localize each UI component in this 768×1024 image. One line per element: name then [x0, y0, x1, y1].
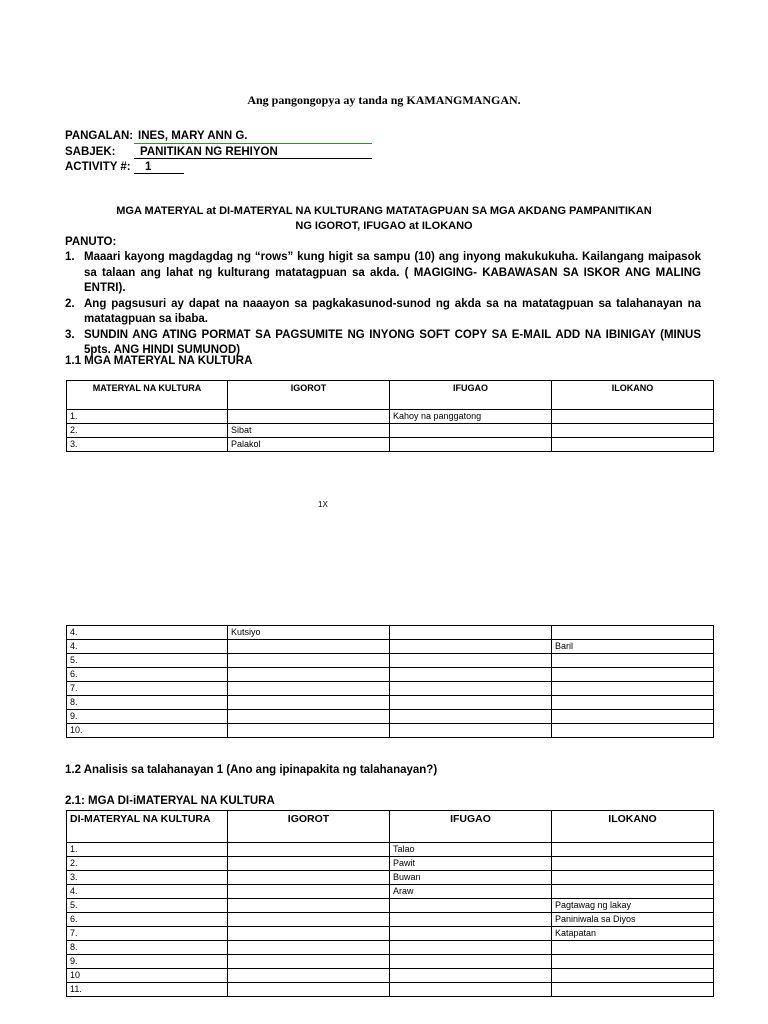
table-header-row: [67, 381, 714, 410]
page-marker: 1X: [318, 500, 328, 509]
instruction-item: 3. SUNDIN ANG ATING PORMAT SA PAGSUMITE NG INYONG SOFT COPY SA E-MAIL ADD NA IBINIGAY (MINUS 5pts. ANG HINDI SUMUNOD): [65, 328, 701, 356]
table-row: 1. Talao: [67, 843, 714, 857]
activity-label: ACTIVITY #:: [65, 161, 131, 173]
table-row: 7.: [67, 682, 714, 696]
table-row: 4. Kutsiyo: [67, 626, 714, 640]
instructions-list: [65, 250, 701, 359]
analysis-title: 1.2 Analisis sa talahanayan 1 (Ano ang ipinapakita ng talahanayan?): [65, 764, 438, 776]
subject-field: [65, 146, 278, 158]
table-row: 6.: [67, 668, 714, 682]
activity-field: [65, 161, 152, 173]
activity-underline: [134, 173, 184, 174]
heading-line-1: MGA MATERYAL at DI-MATERYAL NA KULTURANG MATATAGPUAN SA MGA AKDANG PAMPANITIKAN: [116, 205, 652, 217]
subject-underline: [134, 158, 372, 159]
col-header-ilokano: ILOKANO: [552, 381, 714, 410]
table-row: 10.: [67, 724, 714, 738]
table-row: 4. Baril: [67, 640, 714, 654]
subject-value: PANITIKAN NG REHIYON: [140, 146, 278, 158]
subject-label: SABJEK:: [65, 146, 116, 158]
activity-value: 1: [145, 161, 152, 173]
instructions-label: PANUTO:: [65, 236, 117, 248]
table-row: 2. Pawit: [67, 857, 714, 871]
section2-title: 2.1: MGA DI-iMATERYAL NA KULTURA: [65, 795, 275, 807]
instruction-item: 1. Maaari kayong magdagdag ng “rows” kung higit sa sampu (10) ang inyong makukukuha. Kailangang maipasok sa talaan ang lahat ng kulturang matatagpuan sa akda. ( MAGIGING- KABAWASAN SA ISKOR ANG MALING ENTRI).: [65, 251, 701, 294]
material-table-top: [66, 380, 714, 452]
section1-title: 1.1 MGA MATERYAL NA KULTURA: [65, 355, 253, 367]
col-header-ifugao: IFUGAO: [390, 811, 552, 843]
table-row: 10: [67, 969, 714, 983]
col-header-material: MATERYAL NA KULTURA: [67, 381, 228, 410]
table-row: 5. Pagtawag ng lakay: [67, 899, 714, 913]
table-row: 4. Araw: [67, 885, 714, 899]
name-value: INES, MARY ANN G.: [138, 130, 248, 142]
table-row: 8.: [67, 941, 714, 955]
col-header-ifugao: IFUGAO: [390, 381, 552, 410]
instruction-item: 2. Ang pagsusuri ay dapat na naaayon sa pagkakasunod-sunod ng akda sa na matatagpuan sa talahanayan na matatagpuan sa ibaba.: [65, 297, 701, 325]
col-header-ilokano: ILOKANO: [552, 811, 714, 843]
table-row: 6. Paniniwala sa Diyos: [67, 913, 714, 927]
table-header-row: [67, 811, 714, 843]
table-row: 5.: [67, 654, 714, 668]
table-row: 7. Katapatan: [67, 927, 714, 941]
material-table-bottom: [66, 625, 714, 738]
name-label: PANGALAN:: [65, 130, 134, 142]
table-row: 3. Buwan: [67, 871, 714, 885]
heading-line-2: NG IGOROT, IFUGAO at ILOKANO: [295, 220, 473, 232]
table-row: 9.: [67, 955, 714, 969]
col-header-igorot: IGOROT: [228, 381, 390, 410]
nonmaterial-table: [66, 810, 714, 997]
table-row: 3. Palakol: [67, 438, 714, 452]
motto: Ang pangongopya ay tanda ng KAMANGMANGAN.: [247, 93, 521, 107]
col-header-nonmaterial: DI-MATERYAL NA KULTURA: [67, 811, 228, 843]
name-field: [65, 130, 248, 142]
col-header-igorot: IGOROT: [228, 811, 390, 843]
table-row: 2. Sibat: [67, 424, 714, 438]
table-row: 8.: [67, 696, 714, 710]
table-row: 11.: [67, 983, 714, 997]
name-underline: [134, 143, 372, 144]
table-row: 9.: [67, 710, 714, 724]
table-row: 1. Kahoy na panggatong: [67, 410, 714, 424]
